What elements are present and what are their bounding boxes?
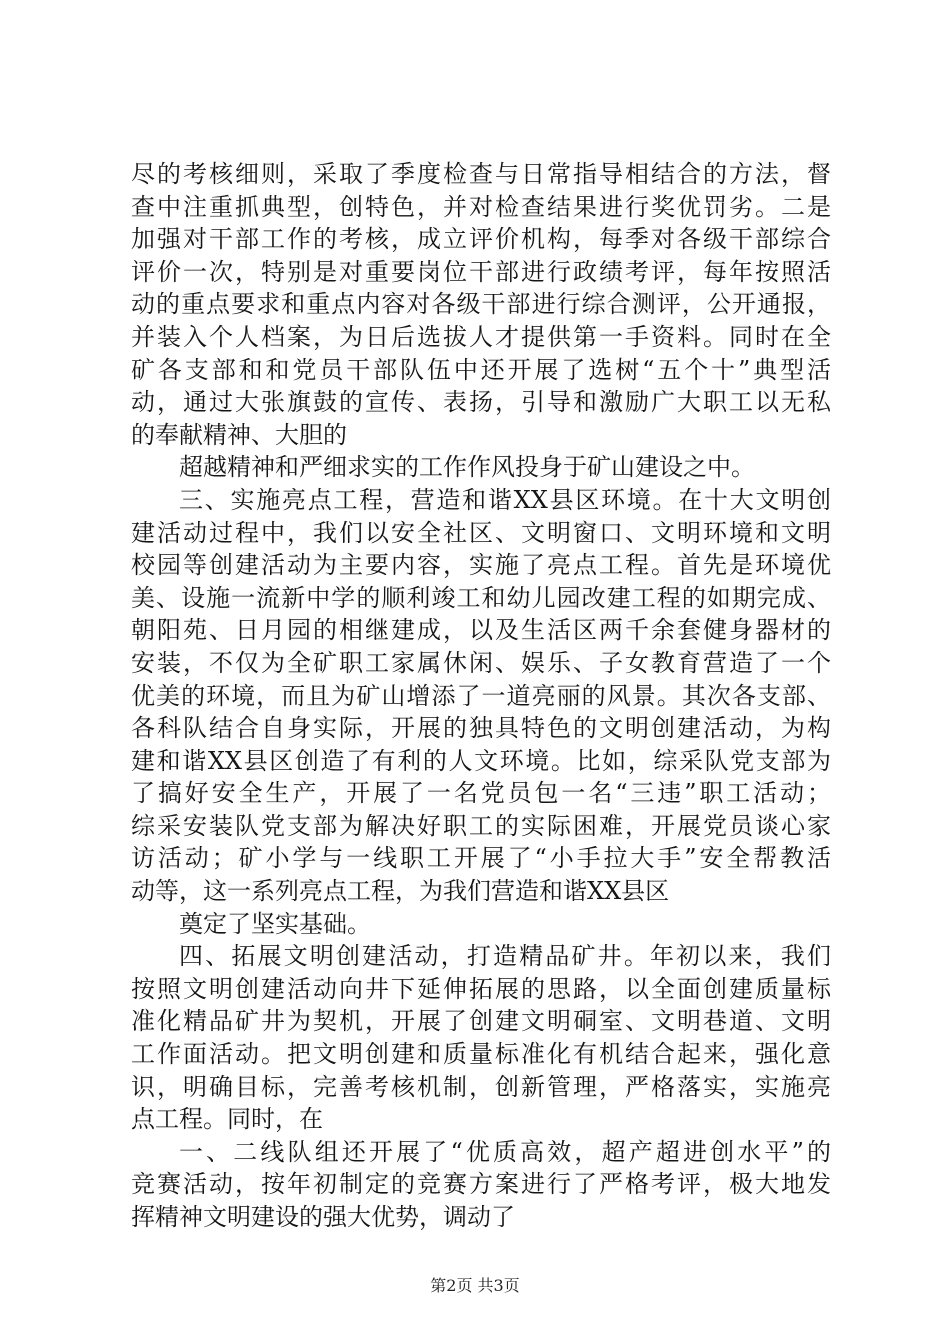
text-line: 综采安装队党支部为解决好职工的实际困难，开展党员谈心家 bbox=[131, 811, 831, 840]
text-line: 工作面活动。把文明创建和质量标准化有机结合起来，强化意 bbox=[131, 1040, 831, 1069]
text-line: 的奉献精神、大胆的 bbox=[131, 420, 347, 449]
text-line: 动的重点要求和重点内容对各级干部进行综合测评，公开通报， bbox=[131, 290, 831, 319]
text-line: 各科队结合自身实际，开展的独具特色的文明创建活动，为构 bbox=[131, 714, 831, 743]
text-line: 美、设施一流新中学的顺利竣工和幼儿园改建工程的如期完成、 bbox=[131, 583, 831, 612]
page-footer bbox=[0, 1275, 950, 1297]
text-line: 动等，这一系列亮点工程，为我们营造和谐XX县区 bbox=[131, 877, 670, 906]
text-line: 挥精神文明建设的强大优势，调动了 bbox=[131, 1203, 515, 1231]
text-line: 朝阳苑、日月园的相继建成，以及生活区两千余套健身器材的 bbox=[131, 616, 831, 645]
paragraph-first-line: 奠定了坚实基础。 bbox=[179, 909, 371, 938]
text-line: 查中注重抓典型，创特色，并对检查结果进行奖优罚劣。二是 bbox=[131, 192, 831, 221]
text-line: 加强对干部工作的考核，成立评价机构，每季对各级干部综合 bbox=[131, 225, 831, 254]
text-line: 动，通过大张旗鼓的宣传、表扬，引导和激励广大职工以无私 bbox=[131, 388, 831, 417]
paragraph-first-line: 四、拓展文明创建活动，打造精品矿井。年初以来，我们 bbox=[179, 942, 831, 971]
text-line: 按照文明创建活动向井下延伸拓展的思路，以全面创建质量标 bbox=[131, 974, 831, 1003]
paragraph-first-line: 超越精神和严细求实的工作作风投身于矿山建设之中。 bbox=[179, 453, 755, 482]
text-line: 优美的环境，而且为矿山增添了一道亮丽的风景。其次各支部、 bbox=[131, 681, 831, 710]
body-text bbox=[131, 158, 831, 1234]
text-line: 建和谐XX县区创造了有利的人文环境。比如，综采队党支部为 bbox=[131, 746, 831, 775]
paragraph-first-line: 三、实施亮点工程，营造和谐XX县区环境。在十大文明创 bbox=[179, 485, 831, 514]
text-line: 尽的考核细则，采取了季度检查与日常指导相结合的方法，督 bbox=[131, 160, 831, 188]
page-number: 第2页 共3页 bbox=[430, 1276, 520, 1295]
text-line: 评价一次，特别是对重要岗位干部进行政绩考评，每年按照活 bbox=[131, 257, 831, 286]
text-line: 竞赛活动，按年初制定的竞赛方案进行了严格考评，极大地发 bbox=[131, 1170, 831, 1199]
text-line: 矿各支部和和党员干部队伍中还开展了选树“五个十”典型活 bbox=[131, 355, 831, 384]
text-line: 校园等创建活动为主要内容，实施了亮点工程。首先是环境优 bbox=[131, 551, 831, 580]
text-line: 访活动；矿小学与一线职工开展了“小手拉大手”安全帮教活 bbox=[131, 844, 831, 873]
text-line: 建活动过程中，我们以安全社区、文明窗口、文明环境和文明 bbox=[131, 518, 831, 547]
text-line: 准化精品矿井为契机，开展了创建文明硐室、文明巷道、文明 bbox=[131, 1007, 831, 1036]
text-line: 识，明确目标，完善考核机制，创新管理，严格落实，实施亮 bbox=[131, 1072, 831, 1101]
text-line: 了搞好安全生产，开展了一名党员包一名“三违”职工活动； bbox=[131, 779, 831, 808]
text-line: 安装，不仅为全矿职工家属休闲、娱乐、子女教育营造了一个 bbox=[131, 648, 831, 677]
text-line: 点工程。同时，在 bbox=[131, 1105, 323, 1134]
paragraph-first-line: 一、二线队组还开展了“优质高效，超产超进创水平”的 bbox=[179, 1137, 831, 1166]
text-line: 并装入个人档案，为日后选拔人才提供第一手资料。同时在全 bbox=[131, 322, 831, 351]
